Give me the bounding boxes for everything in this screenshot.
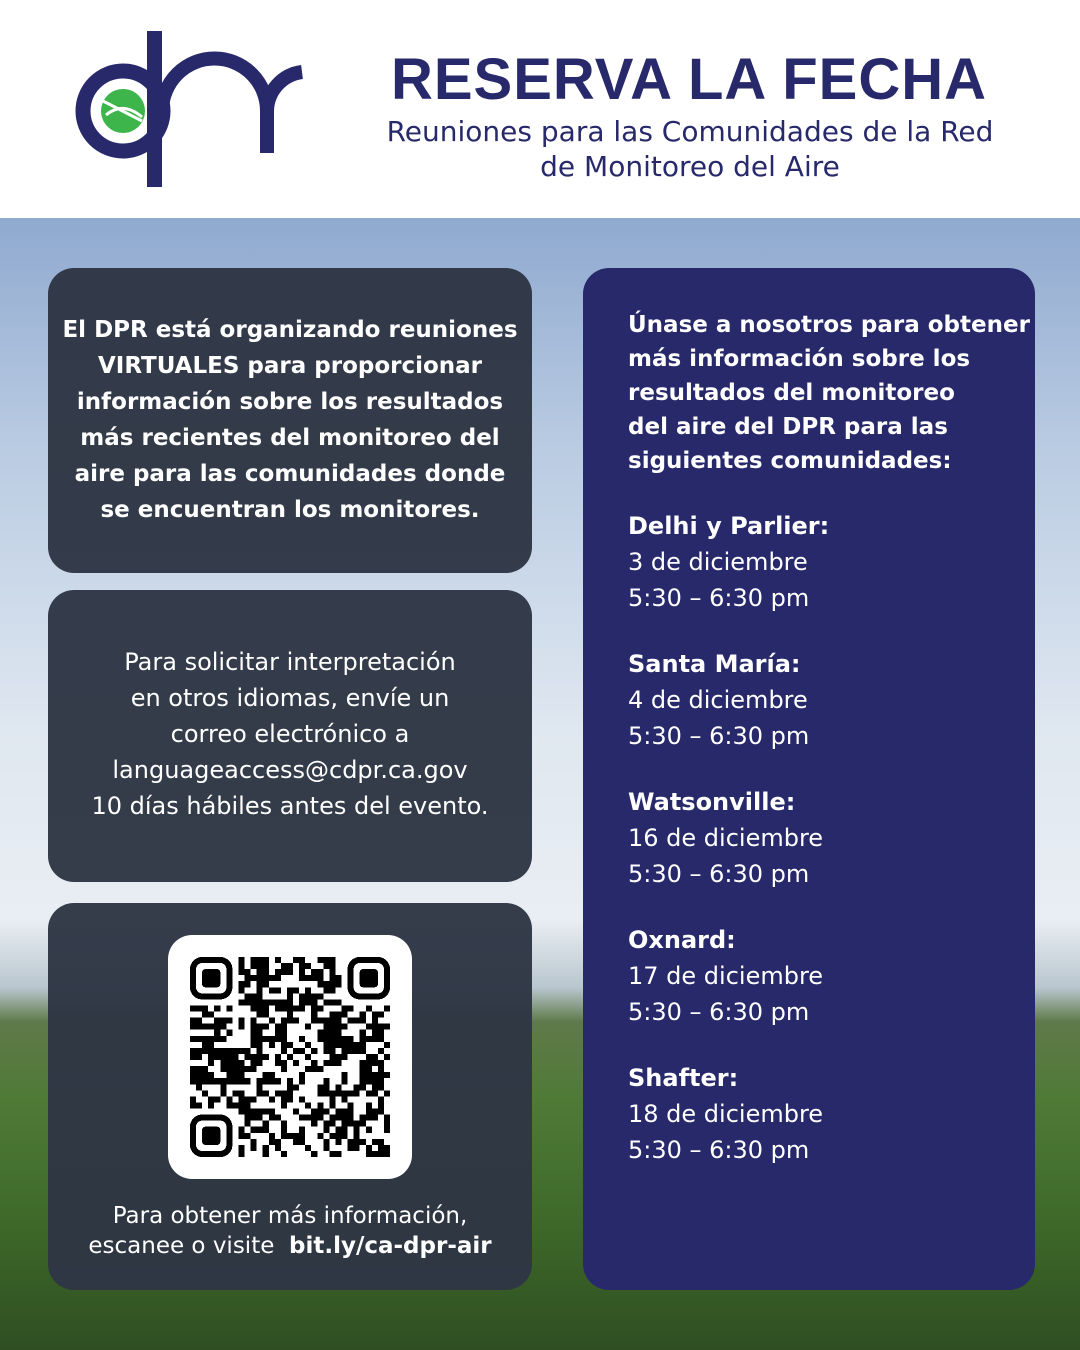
text-line: Para solicitar interpretación (124, 648, 456, 676)
event-name: Santa María: (628, 650, 801, 678)
text-line: VIRTUALES para proporcionar (97, 353, 483, 379)
interpretation-card (48, 590, 532, 882)
text-line: siguientes comunidades: (628, 448, 952, 474)
event-item (628, 646, 1035, 754)
email-link[interactable]: languageaccess@cdpr.ca.gov (112, 756, 468, 784)
event-date: 16 de diciembre (628, 824, 824, 852)
qr-card (48, 903, 532, 1290)
event-name: Delhi y Parlier: (628, 512, 830, 540)
short-link[interactable]: bit.ly/ca-dpr-air (289, 1233, 492, 1259)
intro-card (48, 268, 532, 573)
page-subtitle (360, 114, 1020, 184)
event-time: 5:30 – 6:30 pm (628, 860, 810, 888)
text-line: más información sobre los (628, 346, 971, 372)
event-name: Oxnard: (628, 926, 736, 954)
event-time: 5:30 – 6:30 pm (628, 722, 810, 750)
schedule-panel (583, 268, 1035, 1290)
page-title: RESERVA LA FECHA (390, 47, 988, 112)
text-line: correo electrónico a (170, 720, 410, 748)
schedule-intro (628, 308, 1035, 478)
text-line: en otros idiomas, envíe un (130, 684, 450, 712)
text-line: Únase a nosotros para obtener (628, 312, 1030, 338)
text-line: resultados del monitoreo (628, 380, 955, 406)
text-line: se encuentran los monitores. (100, 497, 480, 523)
event-item (628, 922, 1035, 1030)
text-line: del aire del DPR para las (628, 414, 948, 440)
event-date: 18 de diciembre (628, 1100, 824, 1128)
event-item (628, 1060, 1035, 1168)
text-line: Para obtener más información, (112, 1203, 468, 1229)
subtitle-line: Reuniones para las Comunidades de la Red (386, 115, 994, 148)
text-line: más recientes del monitoreo del (80, 425, 500, 451)
qr-code[interactable] (168, 935, 412, 1179)
event-time: 5:30 – 6:30 pm (628, 1136, 810, 1164)
event-item (628, 784, 1035, 892)
event-date: 17 de diciembre (628, 962, 824, 990)
event-item (628, 508, 1035, 616)
event-time: 5:30 – 6:30 pm (628, 584, 810, 612)
event-name: Shafter: (628, 1064, 739, 1092)
event-date: 4 de diciembre (628, 686, 808, 714)
dpr-logo (70, 25, 310, 195)
subtitle-line: de Monitoreo del Aire (540, 150, 840, 183)
event-time: 5:30 – 6:30 pm (628, 998, 810, 1026)
header (0, 0, 1080, 218)
event-date: 3 de diciembre (628, 548, 808, 576)
text-line: información sobre los resultados (76, 389, 504, 415)
text-line: 10 días hábiles antes del evento. (91, 792, 489, 820)
text-line: escanee o visite (88, 1233, 275, 1259)
more-info-text (48, 1201, 532, 1261)
text-line: El DPR está organizando reuniones (62, 317, 518, 343)
event-name: Watsonville: (628, 788, 796, 816)
text-line: aire para las comunidades donde (74, 461, 506, 487)
